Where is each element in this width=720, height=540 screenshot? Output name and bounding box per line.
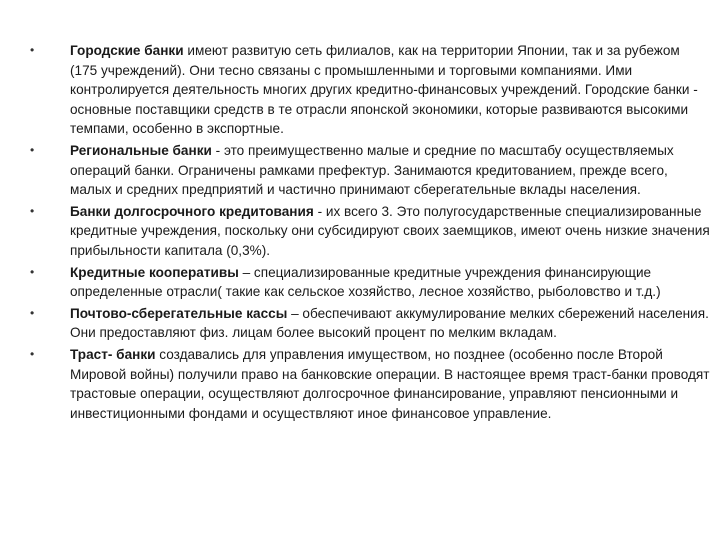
bullet-dot-icon: • [30,264,35,279]
item-term: Городские банки [70,43,184,58]
list-item-postal-savings [30,304,710,343]
item-term: Банки долгосрочного кредитования [70,203,314,219]
bullet-dot-icon: • [30,305,35,320]
item-term: Траст- банки [70,346,156,362]
list-item-long-term-credit-banks [30,202,710,261]
bullet-dot-icon: • [30,203,35,218]
bullet-dot-icon: • [30,43,35,57]
item-text: создавались для управления имуществом, но позднее (особенно после Второй Мировой войны) получили право на банковские операции. В настоящее время траст-банки проводят трастовые операции, осуществляют долгосрочное финансирование, управляют пенсионными и инвестиционными фондами и осуществляют иное финансовое управление. [70,346,710,421]
bullet-dot-icon: • [30,346,35,361]
item-text: - их всего 3. Это полугосударственные специализированные кредитные учреждения, поскольку они субсидируют своих заемщиков, имеют очень низкие значения прибыльности капитала (0,3%). [70,203,710,258]
list-item-city-banks [30,41,710,139]
item-text: - это преимущественно малые и средние по масштабу осуществляемых операций банки. Ограничены рамками префектур. Занимаются кредитованием, прежде всего, малых и средних предприятий и частично принимают сберегательные вклады населения. [70,142,674,198]
item-term: Региональные банки [70,142,212,158]
bullet-dot-icon: • [30,142,35,157]
list-item-credit-cooperatives [30,263,710,302]
list-item-regional-banks [30,141,710,200]
item-term: Почтово-сберегательные кассы [70,305,288,321]
item-term: Кредитные кооперативы [70,264,239,280]
list-item-trust-banks [30,345,710,423]
bullet-list [30,41,710,425]
item-text: – обеспечивают аккумулирование мелких сбережений населения. Они предоставляют физ. лицам более высокий процент по мелким вкладам. [70,305,709,341]
item-text: – специализированные кредитные учреждения финансирующие определенные отрасли( такие как сельское хозяйство, лесное хозяйство, рыболовство и т.д.) [70,264,661,300]
item-text: имеют развитую сеть филиалов, как на территории Японии, так и за рубежом (175 учреждений). Они тесно связаны с промышленными и торговыми компаниями. Ими контролируется деятельность многих других кредитно-финансовых учреждений. Городские банки - основные поставщики средств в те отрасли японской экономики, которые развиваются высокими темпами, особенно в экспортные. [70,43,698,137]
